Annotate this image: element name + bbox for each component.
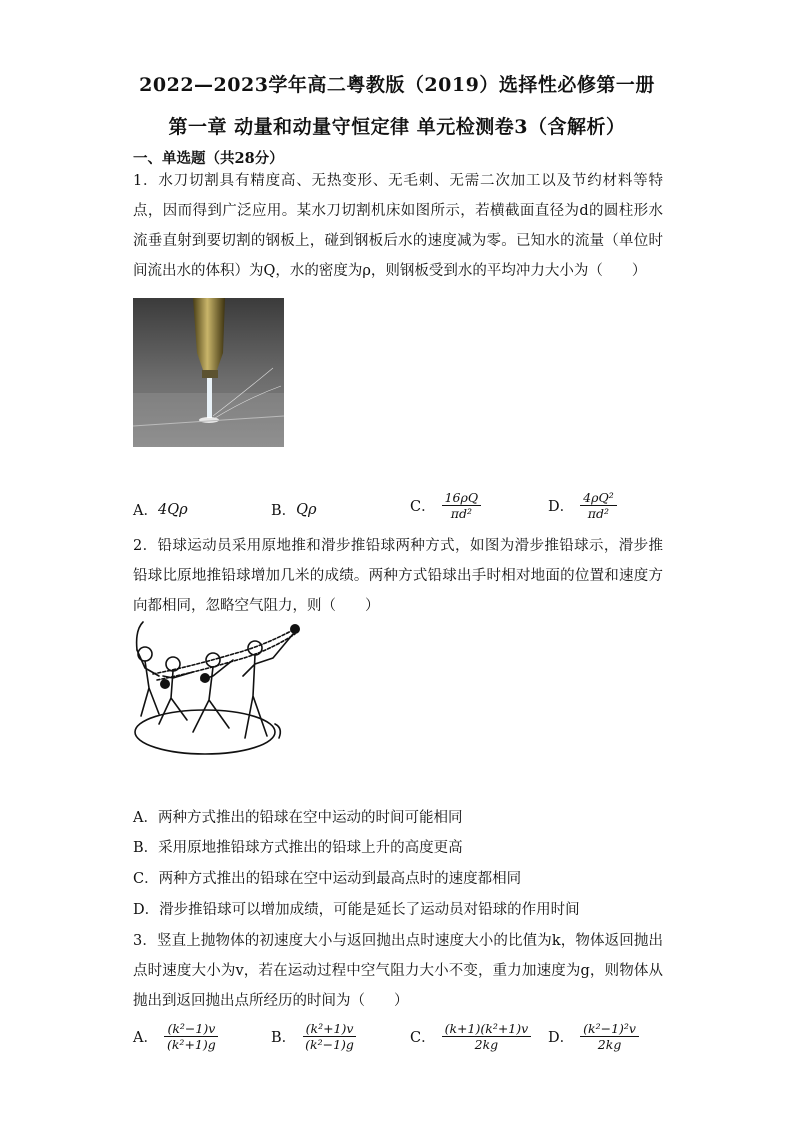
question-3-option-b[interactable] [271,1021,357,1052]
fraction [164,1021,219,1052]
shot-put-drawing [133,620,313,770]
option-label: D． [548,1030,575,1046]
question-2-option-c[interactable]: C．两种方式推出的铅球在空中运动到最高点时的速度都相同 [133,871,522,887]
option-label: A． [133,503,158,519]
question-1-text: 1．水刀切割具有精度高、无热变形、无毛刺、无需二次加工以及节约材料等特点，因而得到广泛应用。某水刀切割机床如图所示，若横截面直径为d的圆柱形水流垂直射到要切割的钢板上，碰到钢板后水的速度减为零。已知水的流量（单位时间流出水的体积）为Q，水的密度为ρ，则钢板受到水的平均冲力大小为（ ） [133,173,663,279]
section-heading: 一、单选题（共28分） [133,150,284,167]
fraction-numerator: (k²−1)²v [580,1021,639,1037]
fraction [580,1021,639,1052]
question-2-option-a[interactable]: A．两种方式推出的铅球在空中运动的时间可能相同 [133,810,463,826]
question-1-option-c[interactable] [410,490,481,521]
fraction-numerator: 16ρQ [442,490,482,506]
document-title-line2: 第一章 动量和动量守恒定律 单元检测卷3（含解析） [168,116,626,138]
fraction-numerator: 4ρQ² [580,490,617,506]
question-1-option-a[interactable] [133,499,188,520]
fraction-denominator: πd² [587,506,610,521]
waterjet-photo [133,298,284,447]
shot-ball-2 [200,673,210,683]
option-value: Qρ [296,501,317,518]
document-title-line1: 2022—2023学年高二粤教版（2019）选择性必修第一册 [139,74,655,96]
option-label: D． [548,499,575,515]
fraction [302,1021,357,1052]
fraction [580,490,617,521]
option-label: C． [410,1030,436,1046]
fraction-denominator: (k²+1)g [166,1037,216,1052]
fraction [442,1021,532,1052]
question-3-option-a[interactable] [133,1021,219,1052]
shot-ball-1 [160,679,170,689]
question-3-option-c[interactable] [410,1021,531,1052]
fraction-denominator: πd² [450,506,472,521]
fraction-numerator: (k²−1)v [164,1021,218,1037]
option-value: 4Qρ [157,501,188,518]
option-label: B． [271,1030,297,1046]
shot-ball-3 [290,624,300,634]
option-label: C． [410,499,436,515]
question-2-option-d[interactable]: D．滑步推铅球可以增加成绩，可能是延长了运动员对铅球的作用时间 [133,902,580,918]
fraction-numerator: (k+1)(k²+1)v [442,1021,532,1037]
question-3-text: 3．竖直上抛物体的初速度大小与返回抛出点时速度大小的比值为k，物体返回抛出点时速度大小为v，若在运动过程中空气阻力大小不变，重力加速度为g，则物体从抛出到返回抛出点所经历的时间为（ ） [133,933,663,1009]
option-label: B． [271,503,297,519]
fraction-denominator: 2kg [474,1037,499,1052]
fraction [442,490,482,521]
question-2-text: 2．铅球运动员采用原地推和滑步推铅球两种方式，如图为滑步推铅球示，滑步推铅球比原地推铅球增加几米的成绩。两种方式铅球出手时相对地面的位置和速度方向都相同，忽略空气阻力，则（ ） [133,538,663,614]
question-1-option-b[interactable] [271,499,317,520]
fraction-denominator: 2kg [597,1037,622,1052]
fraction-denominator: (k²−1)g [305,1037,354,1052]
option-label: A． [133,1030,158,1046]
fraction-numerator: (k²+1)v [303,1021,357,1037]
question-2-option-b[interactable]: B．采用原地推铅球方式推出的铅球上升的高度更高 [133,840,463,856]
question-1-option-d[interactable] [548,490,617,521]
question-3-option-d[interactable] [548,1021,639,1052]
